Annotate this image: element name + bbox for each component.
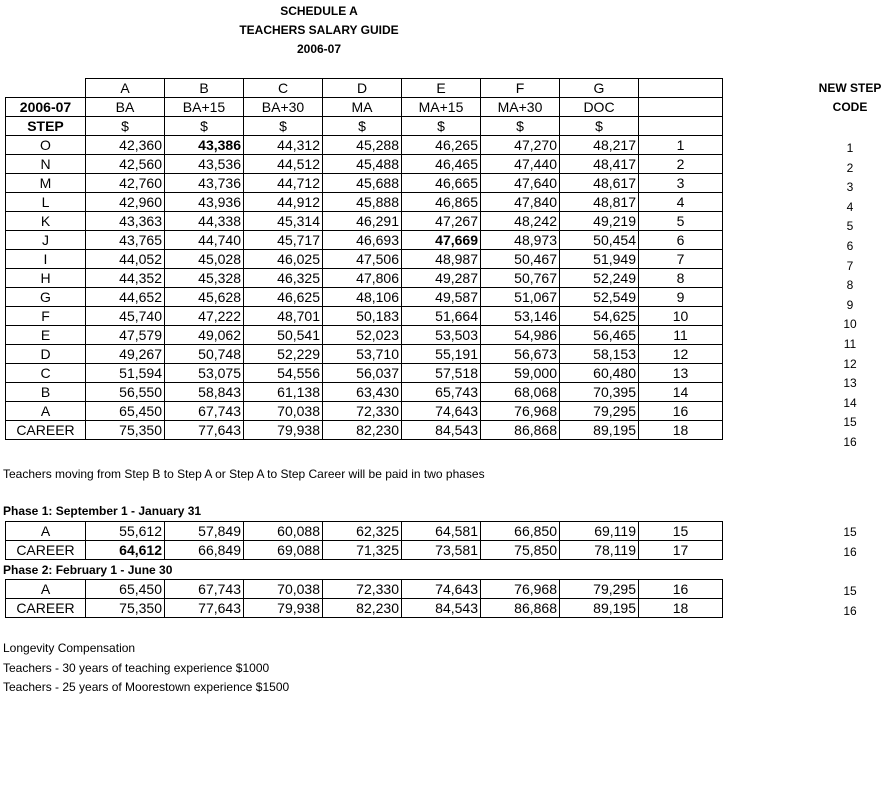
salary-cell: 86,868 — [481, 599, 560, 618]
col-degree: MA — [323, 98, 402, 117]
salary-cell: 45,688 — [323, 174, 402, 193]
step-cell: G — [6, 288, 86, 307]
salary-cell: 55,191 — [402, 345, 481, 364]
step-number-cell: 13 — [639, 364, 723, 383]
salary-cell: 43,536 — [165, 155, 244, 174]
table-row — [6, 541, 723, 560]
salary-cell: 79,295 — [560, 580, 639, 599]
new-step-code: 16 — [843, 604, 857, 618]
step-number-cell: 2 — [639, 155, 723, 174]
col-degree: BA — [86, 98, 165, 117]
salary-cell: 48,817 — [560, 193, 639, 212]
step-number-cell: 3 — [639, 174, 723, 193]
salary-cell: 89,195 — [560, 599, 639, 618]
new-step-code: 1 — [846, 141, 854, 155]
salary-cell: 43,386 — [165, 136, 244, 155]
step-cell: D — [6, 345, 86, 364]
col-letter: E — [402, 79, 481, 98]
salary-cell: 52,249 — [560, 269, 639, 288]
salary-cell: 46,625 — [244, 288, 323, 307]
salary-cell: 47,579 — [86, 326, 165, 345]
new-step-code: 15 — [843, 415, 857, 430]
salary-cell: 47,640 — [481, 174, 560, 193]
salary-cell: 61,138 — [244, 383, 323, 402]
salary-cell: 46,693 — [323, 231, 402, 250]
salary-cell: 46,465 — [402, 155, 481, 174]
salary-cell: 48,417 — [560, 155, 639, 174]
salary-cell: 69,088 — [244, 541, 323, 560]
new-step-code: 16 — [843, 435, 857, 449]
salary-cell: 73,581 — [402, 541, 481, 560]
salary-cell: 77,643 — [165, 421, 244, 440]
salary-cell: 75,350 — [86, 421, 165, 440]
salary-cell: 65,450 — [86, 402, 165, 421]
salary-cell: 60,088 — [244, 522, 323, 541]
empty-cell — [6, 79, 86, 98]
step-number-cell: 7 — [639, 250, 723, 269]
salary-cell: 54,625 — [560, 307, 639, 326]
currency-cell: $ — [323, 117, 402, 136]
salary-cell: 49,062 — [165, 326, 244, 345]
salary-cell: 70,038 — [244, 580, 323, 599]
salary-cell: 51,067 — [481, 288, 560, 307]
salary-cell: 47,270 — [481, 136, 560, 155]
step-number-cell: 4 — [639, 193, 723, 212]
table-row — [6, 174, 723, 193]
salary-cell: 82,230 — [323, 599, 402, 618]
salary-cell: 54,986 — [481, 326, 560, 345]
salary-cell: 46,265 — [402, 136, 481, 155]
new-step-code: 16 — [843, 545, 857, 559]
salary-cell: 50,454 — [560, 231, 639, 250]
empty-cell — [639, 79, 723, 98]
phase2-title: Phase 2: February 1 - June 30 — [3, 563, 173, 577]
table-row — [6, 364, 723, 383]
salary-cell: 65,743 — [402, 383, 481, 402]
salary-cell: 42,960 — [86, 193, 165, 212]
phase2-table — [5, 579, 723, 618]
salary-cell: 57,849 — [165, 522, 244, 541]
schedule-title: SCHEDULE A — [280, 4, 358, 18]
salary-cell: 47,806 — [323, 269, 402, 288]
new-step-code: 7 — [846, 258, 854, 273]
new-step-code: 6 — [846, 239, 854, 253]
salary-cell: 74,643 — [402, 580, 481, 599]
salary-cell: 67,743 — [165, 580, 244, 599]
salary-cell: 56,037 — [323, 364, 402, 383]
step-number-cell: 1 — [639, 136, 723, 155]
step-cell: I — [6, 250, 86, 269]
step-number-cell: 9 — [639, 288, 723, 307]
step-cell: L — [6, 193, 86, 212]
salary-cell: 51,664 — [402, 307, 481, 326]
salary-cell: 68,068 — [481, 383, 560, 402]
step-cell: A — [6, 522, 86, 541]
salary-cell: 47,222 — [165, 307, 244, 326]
col-degree: BA+15 — [165, 98, 244, 117]
table-row — [6, 599, 723, 618]
new-step-code: 5 — [846, 219, 854, 234]
longevity-title: Longevity Compensation — [3, 641, 136, 655]
step-cell: O — [6, 136, 86, 155]
new-step-code: 10 — [843, 317, 857, 332]
salary-cell: 70,038 — [244, 402, 323, 421]
salary-cell: 53,146 — [481, 307, 560, 326]
salary-cell: 62,325 — [323, 522, 402, 541]
table-row — [6, 288, 723, 307]
salary-cell: 48,217 — [560, 136, 639, 155]
new-step-label: NEW STEP — [818, 81, 882, 95]
step-number-cell: 8 — [639, 269, 723, 288]
phase1-title: Phase 1: September 1 - January 31 — [3, 504, 202, 518]
currency-cell: $ — [560, 117, 639, 136]
salary-cell: 45,740 — [86, 307, 165, 326]
step-cell: CAREER — [6, 599, 86, 618]
step-number-cell: 12 — [639, 345, 723, 364]
table-row — [6, 402, 723, 421]
col-letter: A — [86, 79, 165, 98]
salary-cell: 44,352 — [86, 269, 165, 288]
new-step-code: 15 — [843, 525, 857, 539]
salary-cell: 50,467 — [481, 250, 560, 269]
col-degree: BA+30 — [244, 98, 323, 117]
phase1-table — [5, 521, 723, 560]
new-step-code: 13 — [843, 376, 857, 391]
currency-cell: $ — [481, 117, 560, 136]
salary-cell: 47,267 — [402, 212, 481, 231]
salary-cell: 74,643 — [402, 402, 481, 421]
new-step-code: 11 — [843, 337, 857, 351]
salary-cell: 44,052 — [86, 250, 165, 269]
step-cell: K — [6, 212, 86, 231]
table-row — [6, 345, 723, 364]
step-cell: J — [6, 231, 86, 250]
salary-cell: 44,712 — [244, 174, 323, 193]
new-step-code: 9 — [846, 297, 854, 312]
salary-cell: 46,325 — [244, 269, 323, 288]
code-label: CODE — [832, 100, 868, 114]
salary-cell: 58,153 — [560, 345, 639, 364]
salary-cell: 45,288 — [323, 136, 402, 155]
empty-cell — [639, 98, 723, 117]
col-letter: G — [560, 79, 639, 98]
salary-cell: 53,075 — [165, 364, 244, 383]
salary-cell: 51,594 — [86, 364, 165, 383]
salary-cell: 51,949 — [560, 250, 639, 269]
new-step-code: 2 — [846, 160, 854, 175]
salary-cell: 44,312 — [244, 136, 323, 155]
salary-cell: 78,119 — [560, 541, 639, 560]
salary-cell: 52,549 — [560, 288, 639, 307]
new-step-code: 14 — [843, 395, 857, 410]
empty-cell — [639, 117, 723, 136]
salary-cell: 49,287 — [402, 269, 481, 288]
salary-cell: 45,328 — [165, 269, 244, 288]
salary-cell: 77,643 — [165, 599, 244, 618]
col-letter: F — [481, 79, 560, 98]
salary-cell: 49,267 — [86, 345, 165, 364]
salary-cell: 59,000 — [481, 364, 560, 383]
step-number-cell: 18 — [639, 599, 723, 618]
step-number-cell: 15 — [639, 522, 723, 541]
salary-cell: 47,840 — [481, 193, 560, 212]
salary-cell: 56,550 — [86, 383, 165, 402]
step-cell: CAREER — [6, 541, 86, 560]
salary-cell: 43,765 — [86, 231, 165, 250]
salary-cell: 42,760 — [86, 174, 165, 193]
salary-cell: 64,581 — [402, 522, 481, 541]
salary-cell: 45,488 — [323, 155, 402, 174]
currency-cell: $ — [86, 117, 165, 136]
step-number-cell: 6 — [639, 231, 723, 250]
step-number-cell: 18 — [639, 421, 723, 440]
table-row — [6, 155, 723, 174]
salary-cell: 76,968 — [481, 402, 560, 421]
salary-cell: 58,843 — [165, 383, 244, 402]
salary-cell: 69,119 — [560, 522, 639, 541]
step-number-cell: 17 — [639, 541, 723, 560]
step-cell: A — [6, 402, 86, 421]
salary-cell: 45,028 — [165, 250, 244, 269]
salary-cell: 67,743 — [165, 402, 244, 421]
salary-cell: 44,652 — [86, 288, 165, 307]
salary-cell: 89,195 — [560, 421, 639, 440]
salary-cell: 56,465 — [560, 326, 639, 345]
salary-cell: 50,541 — [244, 326, 323, 345]
salary-cell: 54,556 — [244, 364, 323, 383]
col-degree: DOC — [560, 98, 639, 117]
salary-cell: 44,512 — [244, 155, 323, 174]
new-step-code: 4 — [846, 199, 854, 214]
salary-cell: 79,938 — [244, 421, 323, 440]
col-degree: MA+15 — [402, 98, 481, 117]
col-letter: D — [323, 79, 402, 98]
salary-cell: 49,219 — [560, 212, 639, 231]
table-row — [6, 421, 723, 440]
salary-cell: 60,480 — [560, 364, 639, 383]
step-cell: B — [6, 383, 86, 402]
salary-cell: 50,767 — [481, 269, 560, 288]
salary-cell: 49,587 — [402, 288, 481, 307]
table-row — [6, 522, 723, 541]
salary-cell: 42,360 — [86, 136, 165, 155]
salary-cell: 71,325 — [323, 541, 402, 560]
salary-cell: 55,612 — [86, 522, 165, 541]
salary-cell: 46,291 — [323, 212, 402, 231]
salary-cell: 72,330 — [323, 402, 402, 421]
new-step-code: 8 — [846, 278, 854, 293]
salary-cell: 42,560 — [86, 155, 165, 174]
salary-cell: 52,229 — [244, 345, 323, 364]
table-row — [6, 307, 723, 326]
salary-cell: 45,628 — [165, 288, 244, 307]
step-label: STEP — [6, 117, 86, 136]
year-label: 2006-07 — [6, 98, 86, 117]
phase-note: Teachers moving from Step B to Step A or Step A to Step Career will be paid in two phases — [3, 467, 485, 481]
salary-cell: 79,295 — [560, 402, 639, 421]
salary-cell: 48,973 — [481, 231, 560, 250]
col-letter: C — [244, 79, 323, 98]
salary-cell: 75,850 — [481, 541, 560, 560]
salary-cell: 44,338 — [165, 212, 244, 231]
currency-cell: $ — [402, 117, 481, 136]
salary-cell: 47,669 — [402, 231, 481, 250]
step-cell: M — [6, 174, 86, 193]
salary-cell: 52,023 — [323, 326, 402, 345]
salary-cell: 84,543 — [402, 599, 481, 618]
salary-cell: 48,242 — [481, 212, 560, 231]
salary-cell: 65,450 — [86, 580, 165, 599]
salary-cell: 48,106 — [323, 288, 402, 307]
step-number-cell: 11 — [639, 326, 723, 345]
new-step-code: 12 — [843, 356, 857, 371]
salary-cell: 63,430 — [323, 383, 402, 402]
salary-cell: 48,987 — [402, 250, 481, 269]
salary-cell: 86,868 — [481, 421, 560, 440]
salary-cell: 45,717 — [244, 231, 323, 250]
table-row — [6, 383, 723, 402]
step-cell: F — [6, 307, 86, 326]
salary-cell: 70,395 — [560, 383, 639, 402]
new-step-code-header — [808, 79, 892, 117]
col-letter: B — [165, 79, 244, 98]
salary-cell: 44,912 — [244, 193, 323, 212]
salary-cell: 46,865 — [402, 193, 481, 212]
step-cell: N — [6, 155, 86, 174]
salary-cell: 76,968 — [481, 580, 560, 599]
step-number-cell: 16 — [639, 402, 723, 421]
table-row — [6, 269, 723, 288]
salary-cell: 46,025 — [244, 250, 323, 269]
step-cell: H — [6, 269, 86, 288]
step-cell: C — [6, 364, 86, 383]
table-row — [6, 212, 723, 231]
salary-cell: 57,518 — [402, 364, 481, 383]
salary-cell: 75,350 — [86, 599, 165, 618]
currency-row — [6, 117, 723, 136]
salary-cell: 45,888 — [323, 193, 402, 212]
new-step-code: 15 — [843, 584, 857, 598]
salary-table — [5, 78, 723, 440]
salary-cell: 66,850 — [481, 522, 560, 541]
degree-row — [6, 98, 723, 117]
salary-cell: 47,440 — [481, 155, 560, 174]
salary-cell: 46,665 — [402, 174, 481, 193]
salary-cell: 43,363 — [86, 212, 165, 231]
year-title: 2006-07 — [296, 42, 342, 56]
salary-cell: 66,849 — [165, 541, 244, 560]
salary-cell: 53,710 — [323, 345, 402, 364]
table-row — [6, 231, 723, 250]
longevity-line-2: Teachers - 25 years of Moorestown experience $1500 — [3, 680, 290, 694]
col-degree: MA+30 — [481, 98, 560, 117]
step-cell: A — [6, 580, 86, 599]
longevity-line-1: Teachers - 30 years of teaching experience $1000 — [3, 661, 270, 675]
table-row — [6, 580, 723, 599]
salary-cell: 53,503 — [402, 326, 481, 345]
step-number-cell: 5 — [639, 212, 723, 231]
salary-cell: 48,701 — [244, 307, 323, 326]
salary-cell: 64,612 — [86, 541, 165, 560]
salary-cell: 72,330 — [323, 580, 402, 599]
salary-cell: 44,740 — [165, 231, 244, 250]
new-step-code: 3 — [846, 180, 854, 195]
salary-cell: 43,936 — [165, 193, 244, 212]
column-letter-row — [6, 79, 723, 98]
salary-cell: 50,748 — [165, 345, 244, 364]
step-number-cell: 14 — [639, 383, 723, 402]
salary-cell: 47,506 — [323, 250, 402, 269]
step-number-cell: 16 — [639, 580, 723, 599]
currency-cell: $ — [244, 117, 323, 136]
salary-cell: 50,183 — [323, 307, 402, 326]
salary-cell: 82,230 — [323, 421, 402, 440]
step-cell: E — [6, 326, 86, 345]
step-cell: CAREER — [6, 421, 86, 440]
table-row — [6, 326, 723, 345]
salary-cell: 43,736 — [165, 174, 244, 193]
step-number-cell: 10 — [639, 307, 723, 326]
salary-cell: 79,938 — [244, 599, 323, 618]
currency-cell: $ — [165, 117, 244, 136]
salary-cell: 84,543 — [402, 421, 481, 440]
salary-cell: 56,673 — [481, 345, 560, 364]
table-row — [6, 136, 723, 155]
table-row — [6, 193, 723, 212]
salary-cell: 48,617 — [560, 174, 639, 193]
guide-title: TEACHERS SALARY GUIDE — [239, 23, 399, 37]
table-row — [6, 250, 723, 269]
salary-cell: 45,314 — [244, 212, 323, 231]
